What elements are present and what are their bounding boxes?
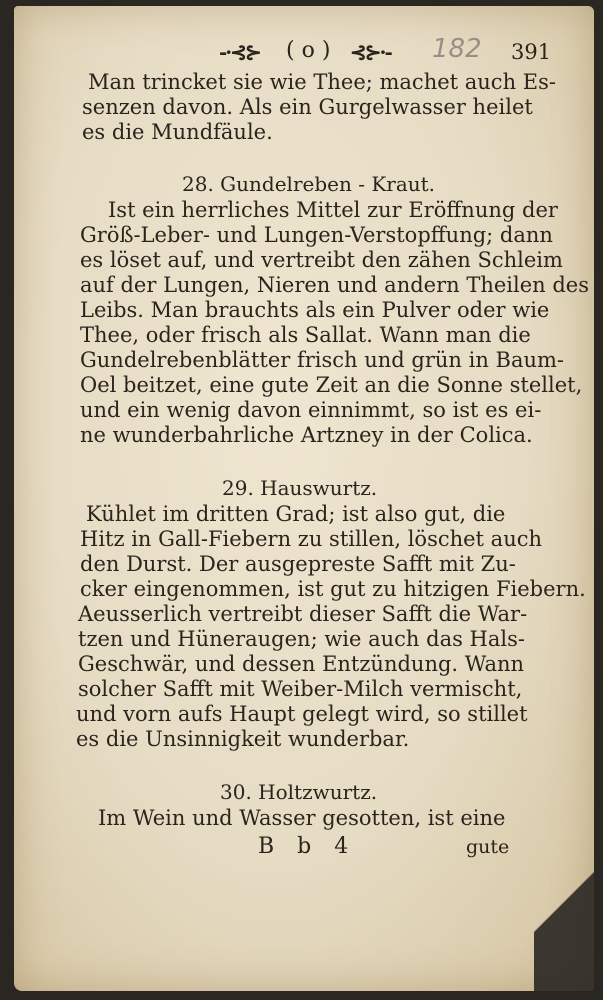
text-line: Geschwär, und dessen Entzündung. Wann (78, 652, 525, 676)
text-line: auf der Lungen, Nieren und andern Theilen des (80, 273, 589, 297)
text-line: Leibs. Man brauchts als ein Pulver oder wie (80, 298, 550, 322)
book-page (14, 6, 594, 991)
section-title: 28. Gundelreben - Kraut. (182, 172, 436, 196)
text-line: Größ-Leber- und Lungen-Verstopffung; dann (80, 223, 553, 247)
page-number: 391 (511, 40, 552, 64)
text-line: tzen und Hüneraugen; wie auch das Hals- (78, 627, 525, 651)
text-line: Im Wein und Wasser gesotten, ist eine (98, 806, 506, 830)
text-line: cker eingenommen, ist gut zu hitzigen Fiebern. (80, 577, 586, 601)
text-line: es löset auf, und vertreibt den zähen Schleim (80, 248, 563, 272)
text-line: Ist ein herrliches Mittel zur Eröffnung der (108, 198, 558, 222)
text-line: es die Mundfäule. (82, 120, 273, 144)
header-ornament-left: -·⊰⊱ (219, 40, 260, 64)
text-line: Gundelrebenblätter frisch und grün in Baum- (80, 348, 565, 372)
text-line: den Durst. Der ausgepreste Safft mit Zu- (80, 552, 516, 576)
section-title: 29. Hauswurtz. (222, 476, 378, 500)
archive-stamp: 182 (432, 34, 482, 64)
page-header (14, 36, 594, 70)
text-line: und ein wenig davon einnimmt, so ist es ei- (80, 398, 542, 422)
text-line: senzen davon. Als ein Gurgelwasser heilet (82, 95, 533, 119)
text-line: und vorn aufs Haupt gelegt wird, so stillet (76, 702, 528, 726)
text-line: Man trincket sie wie Thee; machet auch Es- (88, 70, 556, 94)
text-line: Aeusserlich vertreibt dieser Safft die War- (78, 602, 528, 626)
signature-mark: B b 4 (258, 834, 357, 859)
section-title: 30. Holtzwurtz. (220, 780, 378, 804)
text-line: Oel beitzet, eine gute Zeit an die Sonne stellet, (80, 373, 583, 397)
text-line: Kühlet im dritten Grad; ist also gut, die (86, 502, 506, 526)
catchword: gute (466, 836, 510, 858)
text-line: Hitz in Gall-Fiebern zu stillen, löschet auch (80, 527, 542, 551)
text-line: es die Unsinnigkeit wunderbar. (76, 727, 410, 751)
page-marker: ( o ) (286, 38, 331, 63)
text-line: ne wunderbahrliche Artzney in der Colica. (80, 423, 533, 447)
text-line: Thee, oder frisch als Sallat. Wann man die (80, 323, 531, 347)
text-line: solcher Safft mit Weiber-Milch vermischt, (78, 677, 523, 701)
header-ornament-right: ⊰⊱·- (350, 40, 391, 64)
